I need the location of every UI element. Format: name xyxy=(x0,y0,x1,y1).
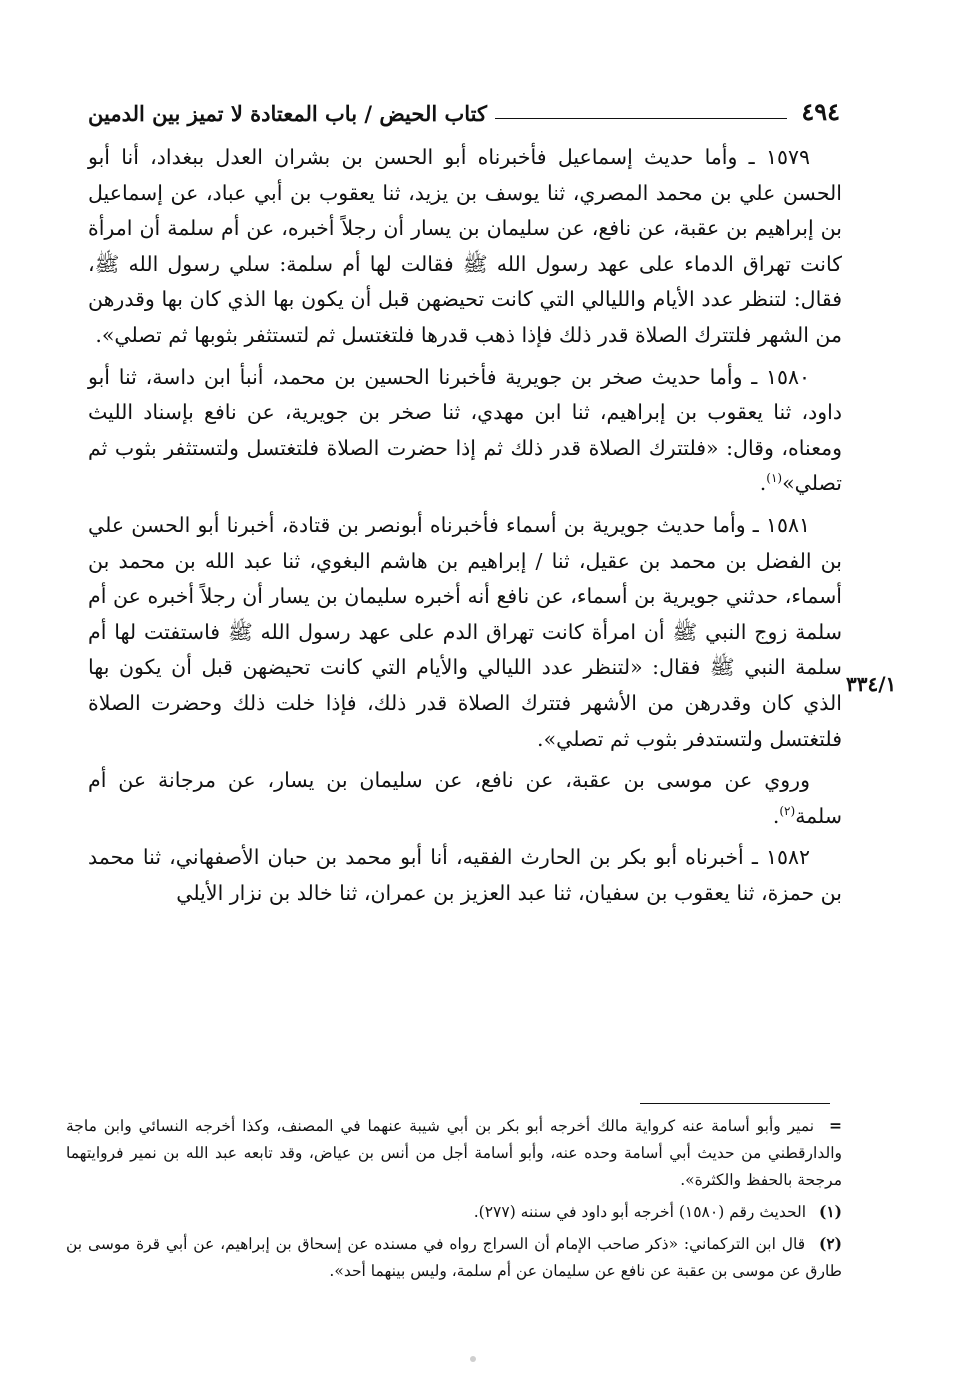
paragraph-1580: ١٥٨٠ ـ وأما حديث صخر بن جويرية فأخبرنا الحسين بن محمد، أنبأ ابن داسة، ثنا أبو داود، ثنا يعقوب بن إبراهيم، ثنا ابن مهدي، ثنا صخر بن جويرية، عن نافع بإسناد الليث ومعناه، وقال: «فلتترك الصلاة قدر ذلك ثم إذا حضرت الصلاة فلتغتسل ولتستثفر بثوب ثم تصلي»$^{(١)}$. xyxy=(88,364,842,496)
scan-speck xyxy=(470,1356,476,1362)
main-text xyxy=(88,140,842,917)
paragraph-1582 xyxy=(88,840,842,911)
header-rule xyxy=(495,118,787,119)
running-title: كتاب الحيض / باب المعتادة لا تميز بين الدمين xyxy=(88,101,487,126)
paragraph-text: ـ أخبرناه أبو بكر بن الحارث الفقيه، أنا أبو محمد بن حبان الأصفهاني، ثنا محمد بن حمزة، ثنا يعقوب بن سفيان، ثنا عبد العزيز بن عمران، ثنا خالد بن نزار الأيلي xyxy=(88,845,842,905)
footnote-1 xyxy=(66,1198,842,1226)
paragraph-narration-note: وروي عن موسى بن عقبة، عن نافع، عن سليمان بن يسار، عن مرجانة عن أم سلمة$^{(٢)}$. xyxy=(88,768,842,828)
page-header xyxy=(88,86,840,126)
paragraph-text: ـ وأما حديث صخر بن جويرية فأخبرنا الحسين بن محمد، أنبأ ابن داسة، ثنا أبو داود، ثنا يعقوب بن إبراهيم، ثنا ابن مهدي، ثنا صخر بن جويرية، عن نافع بإسناد الليث ومعناه، وقال: «فلتترك الصلاة قدر ذلك ثم إذا حضرت الصلاة فلتغتسل ولتستثفر بثوب ثم تصلي» xyxy=(88,364,842,496)
footnote-mark: (٢) xyxy=(818,1234,842,1253)
hadith-number: ١٥٨٢ xyxy=(765,845,810,870)
footnotes xyxy=(66,1112,842,1289)
hadith-number: ١٥٨٠ xyxy=(765,364,810,389)
footnote-continued xyxy=(66,1112,842,1194)
footnote-2 xyxy=(66,1230,842,1285)
page-number: ٤٩٤ xyxy=(801,97,840,126)
paragraph-text: وروي عن موسى بن عقبة، عن نافع، عن سليمان بن يسار، عن مرجانة عن أم سلمة xyxy=(88,768,842,828)
footnote-separator xyxy=(640,1103,830,1104)
footnote-text: قال ابن التركماني: «ذكر صاحب الإمام أن السراج رواه في مسنده عن إسحاق بن إبراهيم، عن أبي قرة موسى بن طارق عن موسى بن عقبة عن نافع عن سليمان عن أم سلمة، وليس بينهما أحد». xyxy=(66,1235,842,1280)
margin-note: ٣٣٤/١ xyxy=(846,672,897,696)
footnote-ref: (٢) xyxy=(779,803,796,818)
footnote-mark: (١) xyxy=(818,1202,842,1221)
footnote-text: نمير وأبو أسامة عنه كرواية مالك أخرجه أبو بكر بن أبي شيبة عنهما في المصنف، وكذا أخرجه النسائي وابن ماجة والدارقطني من حديث أبي أسامة وحده عنه، وأبو أسامة أجل من أنس بن عياض، وقد تابعه عبد الله بن نمير فروايتهما مرجحة بالحفظ والكثرة». xyxy=(66,1117,842,1189)
hadith-number: ١٥٧٩ xyxy=(765,145,810,169)
paragraph-1581 xyxy=(88,508,842,757)
paragraph-text: ـ وأما حديث جويرية بن أسماء فأخبرناه أبونصر بن قتادة، أخبرنا أبو الحسن علي بن الفضل بن محمد بن عقيل، ثنا / إبراهيم بن هاشم البغوي، ثنا عبد الله بن محمد بن أسماء، حدثني جويرية بن أسماء، عن نافع أنه أخبره سليمان بن يسار أن رجلاً أخبره عن أم سلمة زوج النبي ﷺ أن امرأة كانت تهراق الدم على عهد رسول الله ﷺ فاستفتت لها أم سلمة النبي ﷺ فقال: «لتنظر عدد الليالي والأيام التي كانت تحيضهن قبل أن يكون بها الذي كان وقدرهن من الأشهر فتترك الصلاة قدر ذلك، فإذا خلت ذلك وحضرت الصلاة فلتغتسل ولتستدفر بثوب ثم تصلي». xyxy=(88,512,842,751)
footnote-ref: (١) xyxy=(766,471,783,486)
hadith-number: ١٥٨١ xyxy=(765,512,810,537)
paragraph-1579 xyxy=(88,140,842,354)
paragraph-text: ـ وأما حديث إسماعيل فأخبرناه أبو الحسن بن بشران العدل ببغداد، أنا أبو الحسن علي بن محمد المصري، ثنا يوسف بن يزيد، ثنا يعقوب بن أبي عباد، عن إسماعيل بن إبراهيم بن عقبة، عن نافع، عن سليمان بن يسار أن رجلاً أخبره، عن أم سلمة أن امرأة كانت تهراق الدماء على عهد رسول الله ﷺ فقالت لها أم سلمة: سلي رسول الله ﷺ، فقال: لتنظر عدد الأيام والليالي التي كانت تحيضهن قبل أن يكون بها الذي كان بها وقدرهن من الشهر فلتترك الصلاة قدر ذلك فإذا ذهب قدرها فلتغتسل ثم لتستثفر بثوبها ثم تصلي». xyxy=(88,145,842,347)
footnote-text: الحديث رقم (١٥٨٠) أخرجه أبو داود في سننه (٢٧٧). xyxy=(473,1203,807,1221)
footnote-mark: = xyxy=(828,1116,842,1135)
